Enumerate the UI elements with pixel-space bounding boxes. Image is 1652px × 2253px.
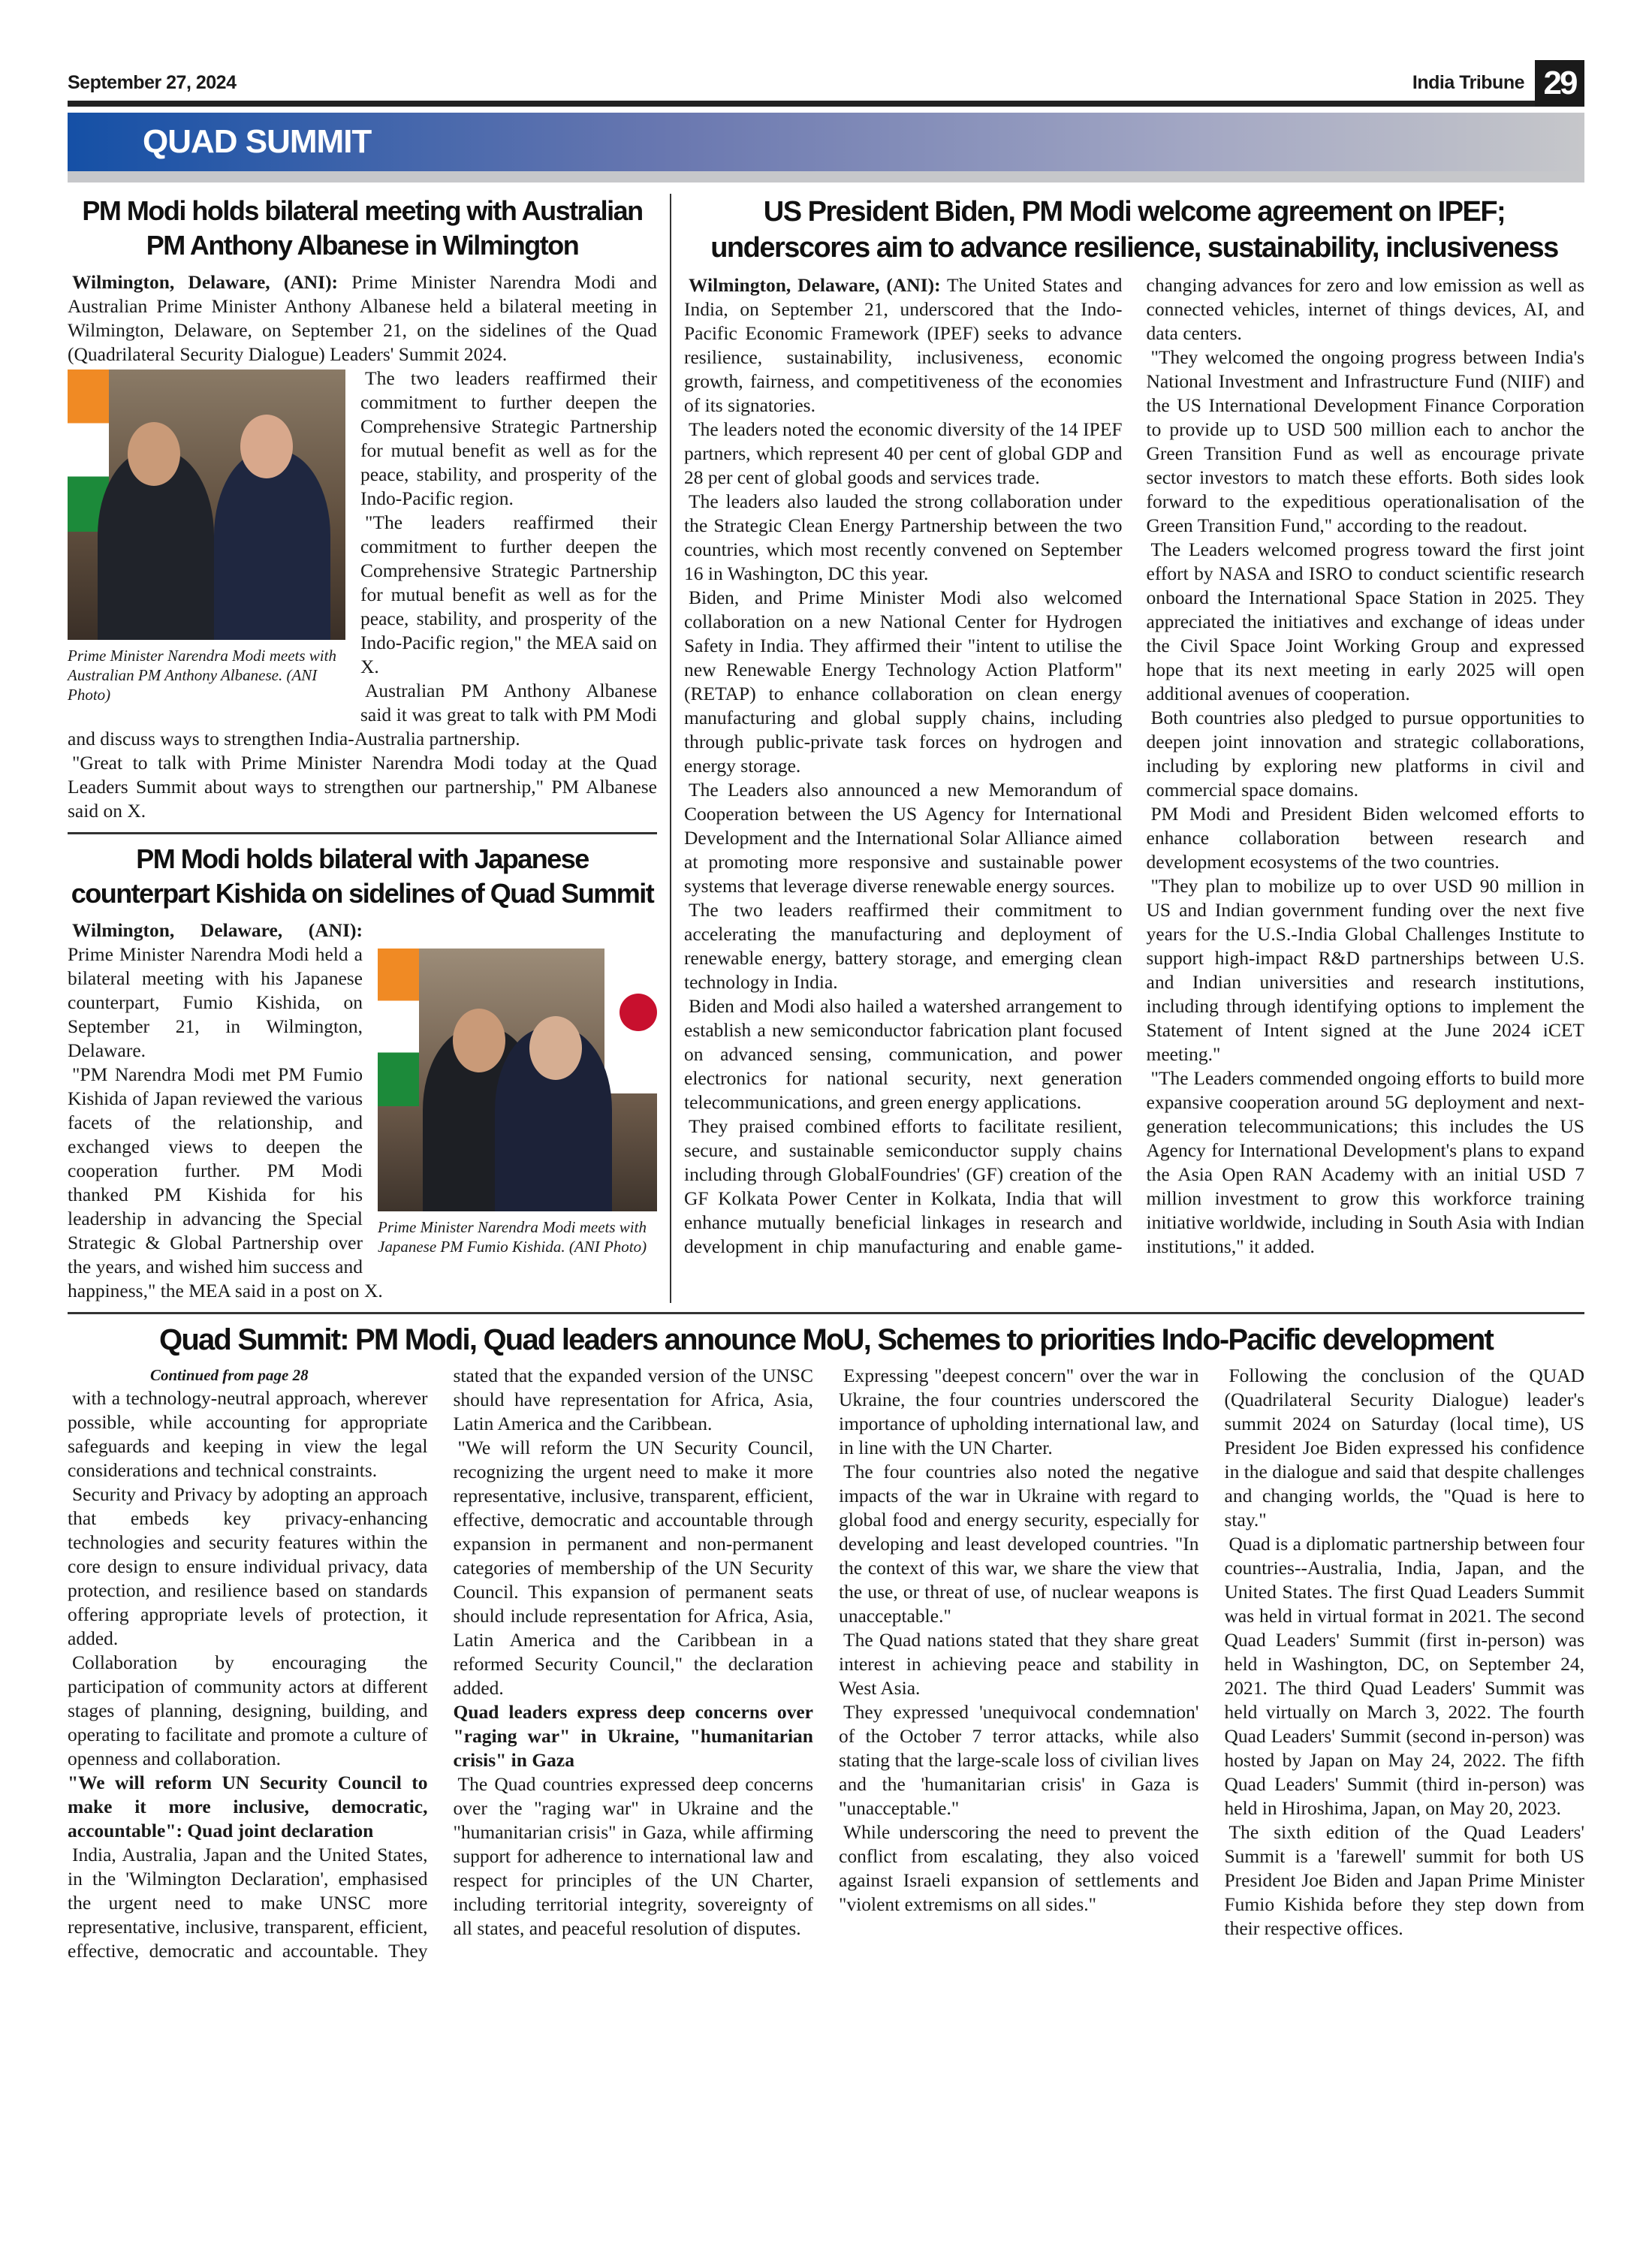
section-banner xyxy=(68,113,1584,182)
lead-paragraph: Wilmington, Delaware, (ANI): Prime Minister Narendra Modi and Australian Prime Minister Anthony Albanese held a bilateral meeting in Wilmington, Delaware, on September 21, on the sidelines of the Quad (Quadrilateral Security Dialogue) Leaders' Summit 2024. xyxy=(68,271,657,365)
top-section xyxy=(68,194,1584,1303)
paragraph: Both countries also pledged to pursue opportunities to deepen joint innovation and strategic collaborations, including by exploring new platforms in civil and commercial space domains. xyxy=(1146,707,1584,801)
paragraph: The Leaders welcomed progress toward the first joint effort by NASA and ISRO to conduct scientific research onboard the International Space Station in 2025. They appreciated the initiatives and exchange of ideas under the Civil Space Joint Working Group and expressed hope that its next meeting in early 2025 will open additional avenues of cooperation. xyxy=(1146,538,1584,704)
paragraph: "The Leaders commended ongoing efforts to build more expansive cooperation around 5G deployment and next-generation telecommunications; this includes the US Agency for International Development's plans to expand the Asia Open RAN Academy with an initial USD 7 million investment to grow this workforce training initiative worldwide, including in South Asia with Indian institutions," it added. xyxy=(1146,1067,1584,1257)
paragraph: Following the conclusion of the QUAD (Quadrilateral Security Dialogue) leader's summit 2024 on Saturday (local time), US President Joe Biden expressed his confidence in the dialogue and said that despite challenges and changing worlds, the "Quad is here to stay." xyxy=(1224,1365,1584,1531)
subheading: Quad leaders express deep concerns over "raging war" in Ukraine, "humanitarian crisis" in Gaza xyxy=(453,1701,813,1771)
headline: Quad Summit: PM Modi, Quad leaders announce MoU, Schemes to priorities Indo-Pacific development xyxy=(159,1323,1493,1356)
lead-paragraph: Wilmington, Delaware, (ANI): Prime Minister Narendra Modi held a bilateral meeting with his Japanese counterpart, Fumio Kishida, on September 21, in Wilmington, Delaware. xyxy=(68,919,363,1061)
divider xyxy=(68,832,657,834)
paragraph: The sixth edition of the Quad Leaders' Summit is a 'farewell' summit for both US President Joe Biden and Japan Prime Minister Fumio Kishida before they step down from their respective offices. xyxy=(1224,1821,1584,1939)
paragraph: While underscoring the need to prevent the conflict from escalating, they also voiced against Israeli expansion of settlements and "violent extremisms on all sides." xyxy=(839,1821,1199,1915)
paragraph: Collaboration by encouraging the participation of community actors at different stages of planning, designing, building, and operating to facilitate and promote a culture of openness and collaboration. xyxy=(68,1651,428,1769)
paragraph: "Great to talk with Prime Minister Narendra Modi today at the Quad Leaders Summit about ways to strengthen our partnership," PM Albanese said on X. xyxy=(68,752,657,822)
left-column xyxy=(68,194,657,1303)
paragraph: The Quad nations stated that they share great interest in achieving peace and stability in West Asia. xyxy=(839,1629,1199,1699)
paragraph: The two leaders reaffirmed their commitment to further deepen the Comprehensive Strategic Partnership for mutual benefit as well as for the peace, stability, and prosperity of the Indo-Pacific region. xyxy=(360,367,657,509)
headline: US President Biden, PM Modi welcome agreement on IPEF; underscores aim to advance resilience, sustainability, inclusiveness xyxy=(710,196,1558,264)
paragraph: "They welcomed the ongoing progress between India's National Investment and Infrastructure Fund (NIIF) and the US International Development Finance Corporation to provide up to USD 500 million each to anchor the Green Transition Fund as well as encourage private sector investors to match these efforts. Both sides look forward to the expeditious operationalisation of the Green Transition Fund," according to the readout. xyxy=(1146,346,1584,536)
paragraph: Biden and Modi also hailed a watershed arrangement to establish a new semiconductor fabrication plant focused on advanced sensing, communication, and power electronics for national security, next generation telecommunications, and green energy applications. xyxy=(684,995,1123,1113)
paragraph: Security and Privacy by adopting an approach that embeds key privacy-enhancing technologies and security features within the core design to ensure individual privacy, data protection, and resilience based on standards offering appropriate levels of protection, it added. xyxy=(68,1483,428,1649)
issue-date: September 27, 2024 xyxy=(68,72,237,93)
photo-modi-albanese xyxy=(68,369,345,640)
paragraph: Biden, and Prime Minister Modi also welcomed collaboration on a new National Center for Hydrogen Safety in India. They affirmed their "intent to utilise the new Renewable Energy Technology Action Platform" (RETAP) to enhance collaboration on clean energy manufacturing and global supply chains, including through public-private task forces on hydrogen and energy storage. xyxy=(684,587,1123,777)
paragraph: The Leaders also announced a new Memorandum of Cooperation between the US Agency for International Development and the International Solar Alliance aimed at promoting more responsive and sustainable power systems that leverage diverse renewable energy sources. xyxy=(684,779,1123,897)
paragraph: Australian PM Anthony Albanese said it was great to talk with PM Modi and discuss ways to strengthen India-Australia partnership. xyxy=(68,680,657,749)
paragraph: with a technology-neutral approach, wherever possible, while accounting for appropriate safeguards and keeping in view the legal considerations and technical constraints. xyxy=(68,1387,428,1481)
subheading: "We will reform UN Security Council to make it more inclusive, democratic, accountable": Quad joint declaration xyxy=(68,1772,428,1841)
paragraph: They expressed 'unequivocal condemnation' of the October 7 terror attacks, while also stating that the large-scale loss of civilian lives and the 'humanitarian crisis' in Gaza is "unacceptable." xyxy=(839,1701,1199,1819)
section-title: QUAD SUMMIT xyxy=(143,123,372,160)
article-albanese xyxy=(68,194,657,823)
india-flag-icon xyxy=(378,949,419,1106)
photo-figure xyxy=(378,949,657,1256)
paragraph: "We will reform the UN Security Council, recognizing the urgent need to make it more representative, inclusive, transparent, efficient, effective, democratic and accountable through expansion in permanent and non-permanent categories of membership of the UN Security Council. This expansion of permanent seats should include representation for Africa, Asia, Latin America and the Caribbean in a reformed Security Council," the declaration added. xyxy=(453,1437,813,1699)
page-header xyxy=(68,60,1584,107)
photo-modi-kishida xyxy=(378,949,657,1211)
article-quad-mou xyxy=(68,1320,1584,1963)
paragraph: The Quad countries expressed deep concerns over the "raging war" in Ukraine and the "humanitarian crisis" in Gaza, while affirming support for adherence to international law and respect for principles of the UN Charter, including territorial integrity, sovereignty of all states, and peaceful resolution of disputes. xyxy=(453,1773,813,1939)
japan-flag-icon xyxy=(604,949,657,1093)
lead-paragraph: Wilmington, Delaware, (ANI): The United States and India, on September 21, underscored that the Indo-Pacific Economic Framework (IPEF) seeks to advance resilience, sustainability, inclusiveness, economic growth, fairness, and competitiveness of the economies of its signatories. xyxy=(684,274,1123,416)
article-kishida xyxy=(68,842,657,1303)
paragraph: PM Modi and President Biden welcomed efforts to enhance collaboration between research and development ecosystems of the two countries. xyxy=(1146,803,1584,873)
continued-note: Continued from page 28 xyxy=(150,1366,309,1384)
photo-caption: Prime Minister Narendra Modi meets with Australian PM Anthony Albanese. (ANI Photo) xyxy=(68,647,336,704)
paragraph: The leaders also lauded the strong collaboration under the Strategic Clean Energy Partnership between the two countries, which most recently convened on September 16 in Washington, DC this year. xyxy=(684,490,1123,584)
article-body xyxy=(68,1364,1584,1963)
divider xyxy=(68,1312,1584,1314)
dateline: Wilmington, Delaware, (ANI): xyxy=(72,919,363,941)
dateline: Wilmington, Delaware, (ANI): xyxy=(689,274,941,296)
photo-caption: Prime Minister Narendra Modi meets with Japanese PM Fumio Kishida. (ANI Photo) xyxy=(378,1218,647,1256)
paragraph: Expressing "deepest concern" over the war in Ukraine, the four countries underscored the importance of upholding international law, and in line with the UN Charter. xyxy=(839,1365,1199,1458)
paragraph: "The leaders reaffirmed their commitment to further deepen the Comprehensive Strategic Partnership for mutual benefit as well as for the peace, stability, and prosperity of the Indo-Pacific region," the MEA said on X. xyxy=(360,511,657,677)
headline: PM Modi holds bilateral meeting with Australian PM Anthony Albanese in Wilmington xyxy=(82,195,643,261)
paragraph: The leaders noted the economic diversity of the 14 IPEF partners, which represent 40 per cent of global GDP and 28 per cent of global goods and services trade. xyxy=(684,418,1123,488)
article-body xyxy=(684,273,1584,1259)
publication-name: India Tribune xyxy=(1412,72,1524,93)
photo-figure xyxy=(68,369,345,704)
paragraph: India, Australia, Japan and the United States, in the 'Wilmington Declaration', emphasised the urgent need to make UNSC more representative, inclusive, transparent, efficient, effective, democratic and accountable. They stated that the expanded version of the UNSC should have representation for Africa, Asia, Latin America and the Caribbean. xyxy=(68,1365,813,1962)
paragraph: The four countries also noted the negative impacts of the war in Ukraine with regard to global food and energy security, especially for developing and least developed countries. "In the context of this war, we share the view that the use, or threat of use, of nuclear weapons is unacceptable." xyxy=(839,1461,1199,1627)
paragraph: Quad is a diplomatic partnership between four countries--Australia, India, Japan, and the United States. The first Quad Leaders Summit was held in virtual format in 2021. The second Quad Leaders' Summit (first in-person) was held in Washington, DC, on September 24, 2021. The third Quad Leaders' Summit was held virtually on March 3, 2022. The fourth Quad Leaders' Summit (second in-person) was hosted by Japan on May 24, 2022. The fifth Quad Leaders' Summit (third in-person) was held in Hiroshima, Japan, on May 20, 2023. xyxy=(1224,1533,1584,1819)
paragraph: "PM Narendra Modi met PM Fumio Kishida of Japan reviewed the various facets of the relationship, and exchanged views to deepen the cooperation further. PM Modi thanked PM Kishida for his leadership in advancing the Special Strategic & Global Partnership over the years, and wished him success and happiness," the MEA said in a post on X. xyxy=(68,1063,383,1301)
column-divider xyxy=(670,194,671,1303)
paragraph: "They plan to mobilize up to over USD 90 million in US and Indian government funding over the next five years for the U.S.-India Global Challenges Institute to support high-impact R&D partnerships between U.S. and Indian universities and research institutions, including through identifying options to implement the Statement of Intent signed at the June 2024 iCET meeting." xyxy=(1146,875,1584,1065)
article-ipef xyxy=(684,194,1584,1303)
dateline: Wilmington, Delaware, (ANI): xyxy=(72,271,339,293)
headline: PM Modi holds bilateral with Japanese counterpart Kishida on sidelines of Quad Summit xyxy=(71,843,654,909)
paragraph: The two leaders reaffirmed their commitment to accelerating the manufacturing and deployment of renewable energy, battery storage, and emerging clean technology in India. xyxy=(684,899,1123,993)
page-number: 29 xyxy=(1535,60,1584,107)
paragraph: They praised combined efforts to facilitate resilient, secure, and sustainable semiconductor supply chains including through GlobalFoundries' (GF) creation of the GF Kolkata Power Center in Kolkata, India that will enhance mutually beneficial linkages in research and development in chip manufacturing and enable game-changing advances for zero and low emission as well as connected vehicles, internet of things devices, AI, and data centers. xyxy=(684,274,1584,1257)
